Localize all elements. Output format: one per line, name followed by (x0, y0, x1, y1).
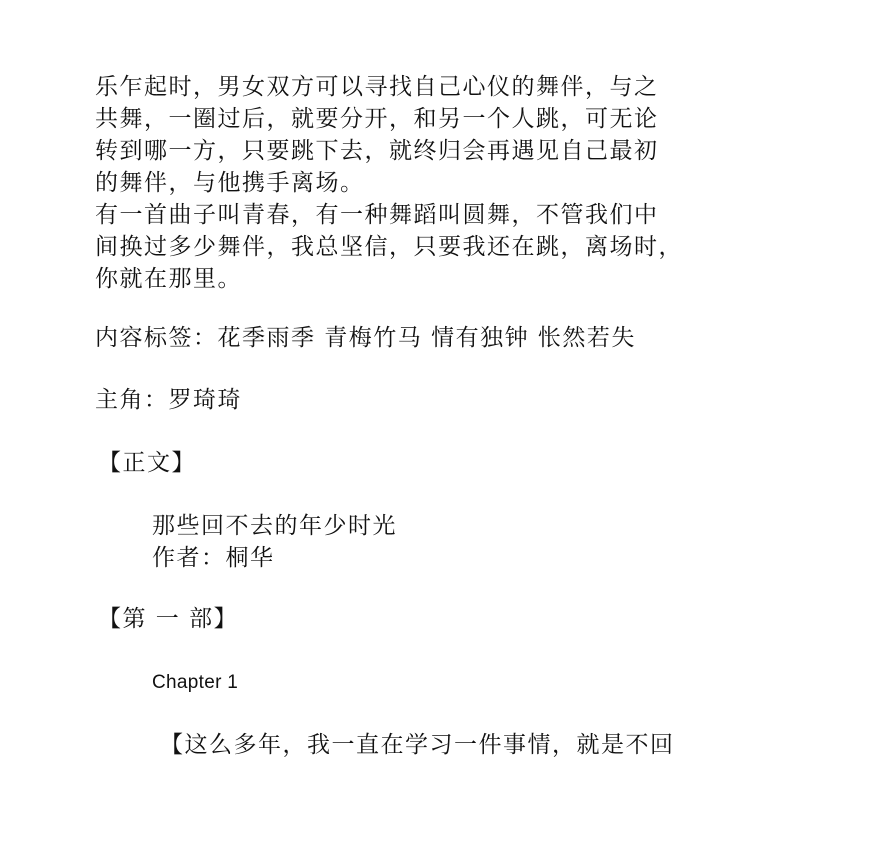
book-title: 那些回不去的年少时光 (152, 513, 397, 539)
chapter-first-line: 【这么多年，我一直在学习一件事情，就是不回 (160, 732, 675, 758)
intro-line-5: 有一首曲子叫青春，有一种舞蹈叫圆舞，不管我们中 (95, 202, 659, 228)
intro-line-6: 间换过多少舞伴，我总坚信，只要我还在跳，离场时， (95, 234, 683, 260)
protagonist: 主角：罗琦琦 (95, 387, 242, 413)
intro-line-7: 你就在那里。 (95, 266, 242, 292)
intro-line-3: 转到哪一方，只要跳下去，就终归会再遇见自己最初 (95, 138, 659, 164)
intro-line-2: 共舞，一圈过后，就要分开，和另一个人跳，可无论 (95, 106, 659, 132)
author-line: 作者：桐华 (152, 545, 275, 571)
chapter-title: Chapter 1 (152, 672, 239, 693)
content-tags: 内容标签：花季雨季 青梅竹马 情有独钟 怅然若失 (95, 325, 636, 351)
part-heading: 【第 一 部】 (98, 606, 239, 632)
intro-line-4: 的舞伴，与他携手离场。 (95, 170, 365, 196)
intro-line-1: 乐乍起时，男女双方可以寻找自己心仪的舞伴，与之 (95, 74, 659, 100)
main-text-heading: 【正文】 (98, 450, 196, 476)
